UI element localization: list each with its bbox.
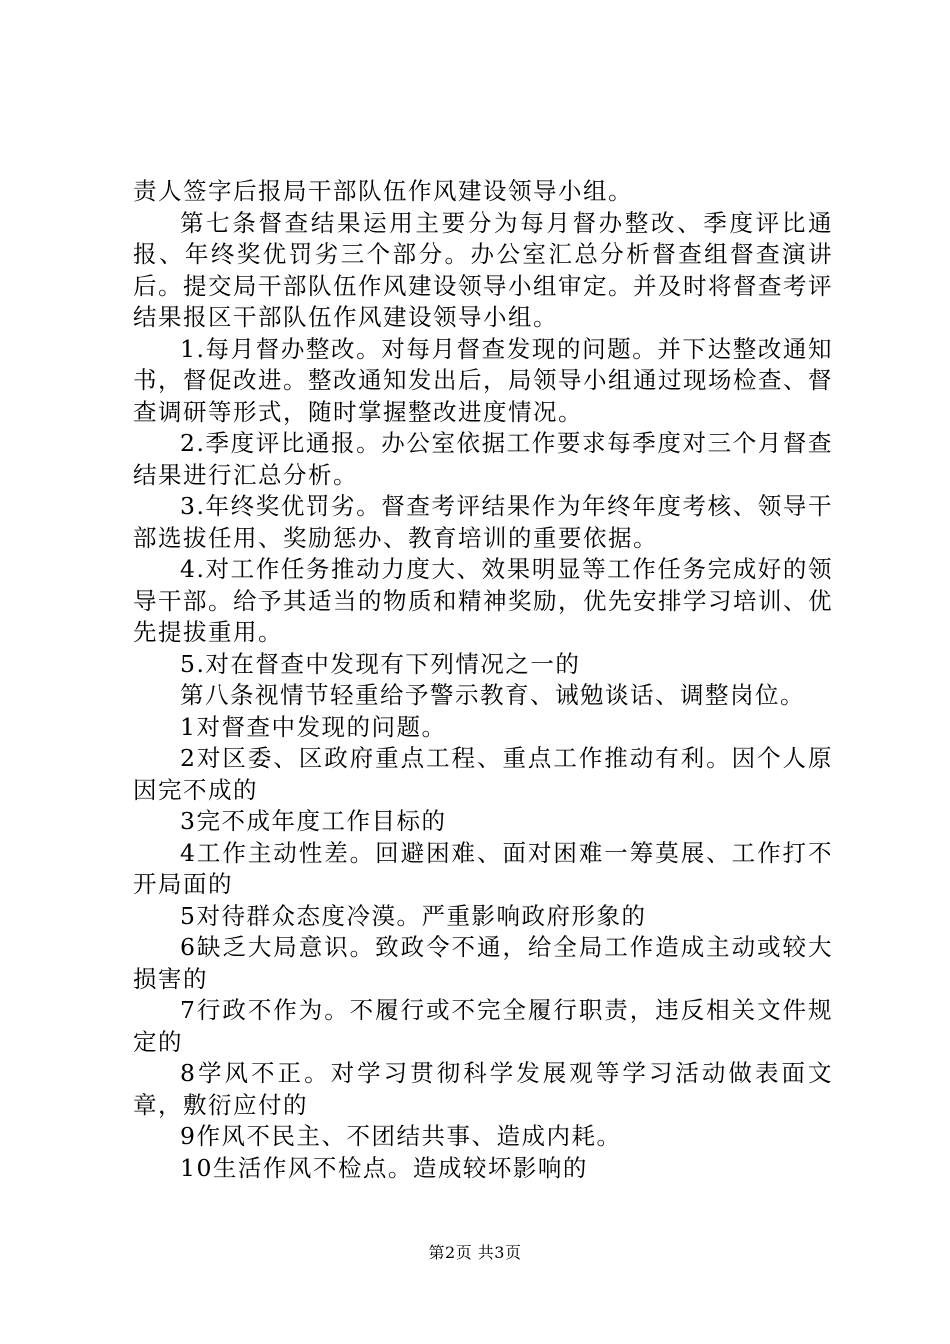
paragraph: 责人签字后报局干部队伍作风建设领导小组。	[133, 177, 633, 205]
paragraph: 4工作主动性差。回避困难、面对困难一筹莫展、工作打不开局面的	[133, 838, 833, 898]
paragraph: 第七条督查结果运用主要分为每月督办整改、季度评比通报、年终奖优罚劣三个部分。办公室汇总分析督查组督查演讲后。提交局干部队伍作风建设领导小组审定。并及时将督查考评结果报区干部队伍作风建设领导小组。	[133, 208, 833, 331]
paragraph: 5.对在督查中发现有下列情况之一的	[180, 649, 581, 678]
paragraph: 第八条视情节轻重给予警示教育、诫勉谈话、调整岗位。	[180, 681, 805, 709]
paragraph: 2对区委、区政府重点工程、重点工作推动有利。因个人原因完不成的	[133, 744, 833, 804]
paragraph: 6缺乏大局意识。致政令不通，给全局工作造成主动或较大损害的	[133, 933, 833, 993]
paragraph: 1对督查中发现的问题。	[180, 712, 447, 741]
page-footer: 第2页 共3页	[428, 1243, 522, 1262]
document-body	[133, 176, 833, 1184]
paragraph: 3完不成年度工作目标的	[180, 807, 447, 835]
paragraph: 9作风不民主、不团结共事、造成内耗。	[180, 1122, 622, 1150]
paragraph: 3.年终奖优罚劣。督查考评结果作为年终年度考核、领导干部选拔任用、奖励惩办、教育培训的重要依据。	[133, 492, 833, 552]
paragraph: 5对待群众态度冷漠。严重影响政府形象的	[180, 901, 647, 930]
paragraph: 8学风不正。对学习贯彻科学发展观等学习活动做表面文章，敷衍应付的	[133, 1059, 833, 1119]
paragraph: 2.季度评比通报。办公室依据工作要求每季度对三个月督查结果进行汇总分析。	[133, 429, 833, 489]
paragraph: 1.每月督办整改。对每月督查发现的问题。并下达整改通知书，督促改进。整改通知发出后，局领导小组通过现场检查、督查调研等形式，随时掌握整改进度情况。	[133, 334, 833, 426]
paragraph: 7行政不作为。不履行或不完全履行职责，违反相关文件规定的	[133, 996, 833, 1056]
paragraph: 10生活作风不检点。造成较坏影响的	[180, 1153, 588, 1182]
paragraph: 4.对工作任务推动力度大、效果明显等工作任务完成好的领导干部。给予其适当的物质和精神奖励，优先安排学习培训、优先提拔重用。	[133, 555, 833, 646]
